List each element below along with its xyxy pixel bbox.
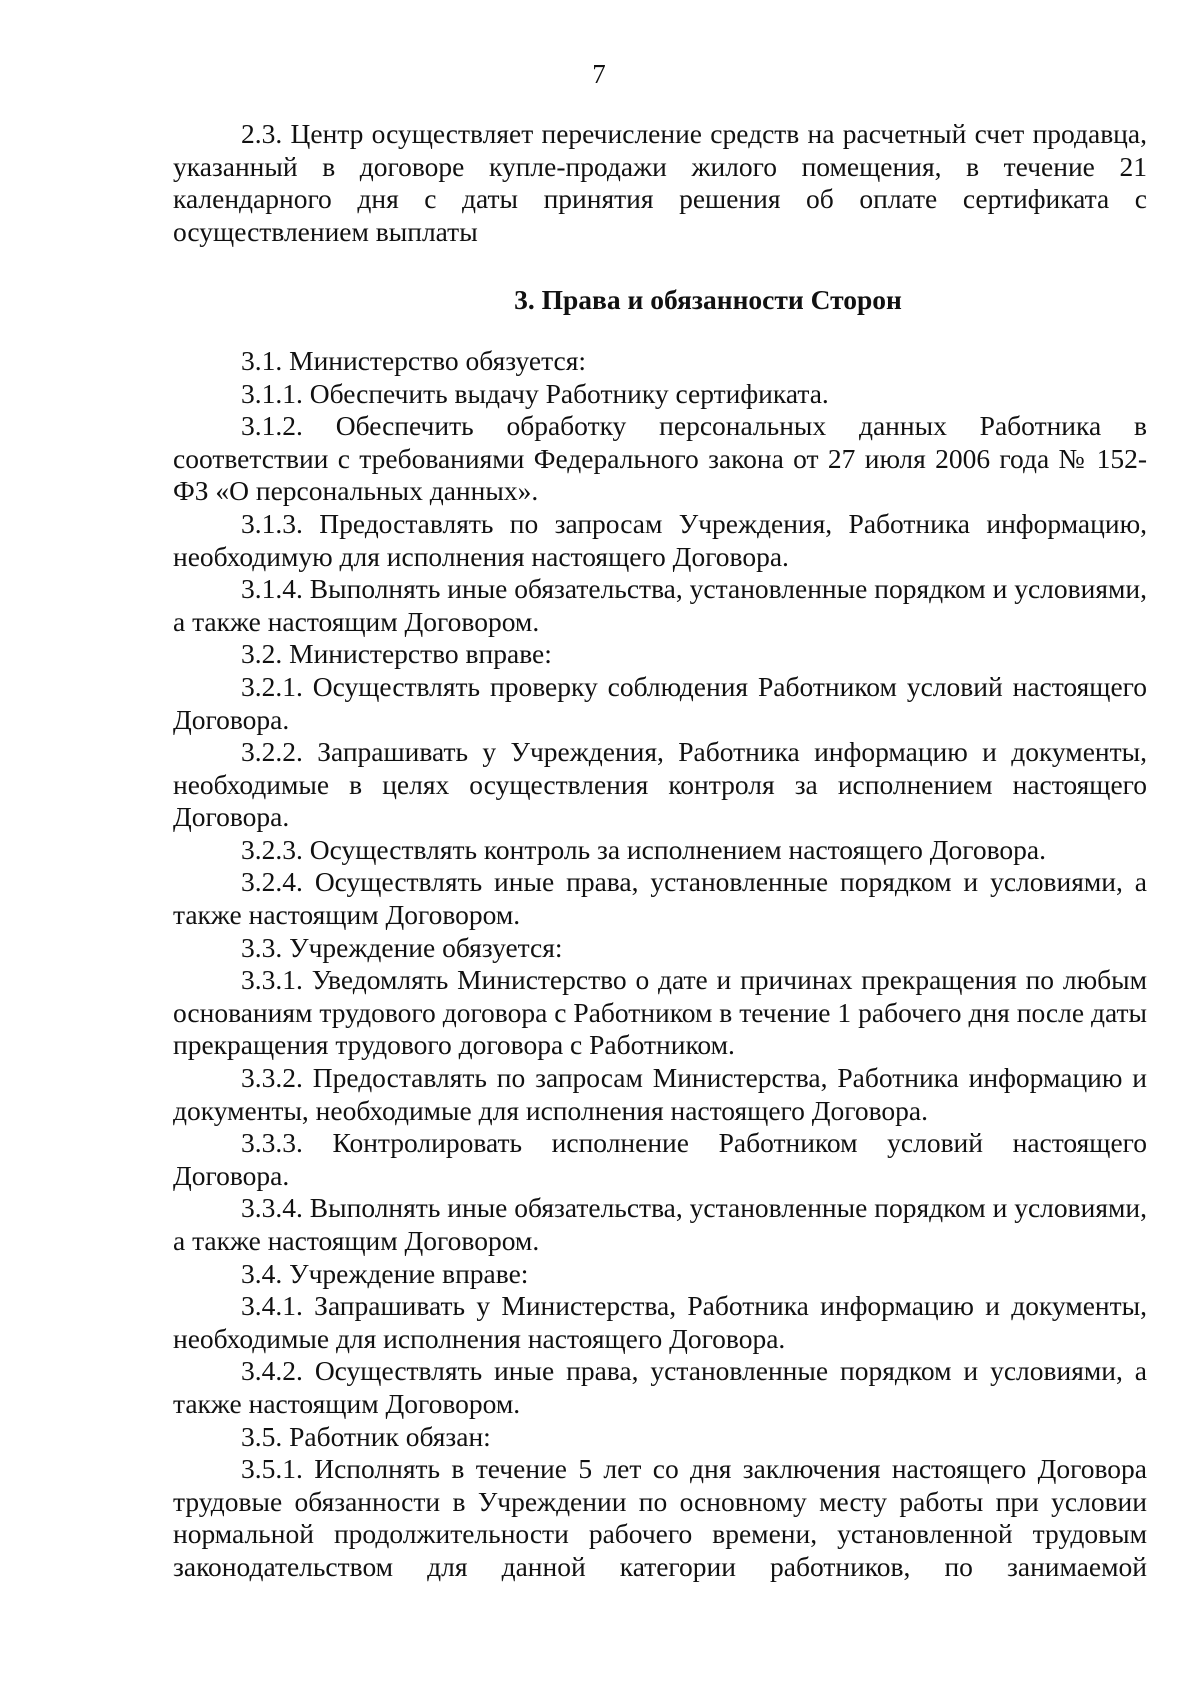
paragraph-3-4: 3.4. Учреждение вправе: (241, 1257, 529, 1289)
paragraph-3-1-4: 3.1.4. Выполнять иные обязательства, установленные порядком и условиями, а также настоящим Договором. (173, 573, 1147, 637)
paragraph-3-2-3: 3.2.3. Осуществлять контроль за исполнением настоящего Договора. (241, 833, 1047, 865)
section-heading: 3. Права и обязанности Сторон (514, 284, 902, 316)
paragraph-3-3-1: 3.3.1. Уведомлять Министерство о дате и причинах прекращения по любым основаниям трудового договора с Работником в течение 1 рабочего дня после даты прекращения трудового договора с Работником. (173, 964, 1147, 1061)
paragraph-3-2-2: 3.2.2. Запрашивать у Учреждения, Работника информацию и документы, необходимые в целях осуществления контроля за исполнением настоящего Договора. (173, 736, 1147, 833)
paragraph-3-1: 3.1. Министерство обязуется: (241, 344, 586, 376)
paragraph-3-3-4: 3.3.4. Выполнять иные обязательства, установленные порядком и условиями, а также настоящим Договором. (173, 1192, 1147, 1256)
paragraph-3-2: 3.2. Министерство вправе: (241, 638, 552, 670)
paragraph-3-2-4: 3.2.4. Осуществлять иные права, установленные порядком и условиями, а также настоящим Договором. (173, 866, 1147, 931)
paragraph-3-5-1: 3.5.1. Исполнять в течение 5 лет со дня заключения настоящего Договора трудовые обязанности в Учреждении по основному месту работы при условии нормальной продолжительности рабочего времени, установленной трудовым законодательством для данной категории работников, по занимаемой (173, 1453, 1147, 1582)
paragraph-3-1-3: 3.1.3. Предоставлять по запросам Учреждения, Работника информацию, необходимую для исполнения настоящего Договора. (173, 507, 1147, 572)
page-number: 7 (592, 59, 606, 89)
paragraph-3-1-1: 3.1.1. Обеспечить выдачу Работнику сертификата. (241, 377, 829, 409)
paragraph-3-3-2: 3.3.2. Предоставлять по запросам Министерства, Работника информацию и документы, необходимые для исполнения настоящего Договора. (173, 1062, 1147, 1126)
paragraph-3-3: 3.3. Учреждение обязуется: (241, 931, 563, 963)
paragraph-2-3: 2.3. Центр осуществляет перечисление средств на расчетный счет продавца, указанный в договоре купле-продажи жилого помещения, в течение 21 календарного дня с даты принятия решения об оплате сертификата с осуществлением выплаты (173, 118, 1147, 247)
document-body (173, 118, 1147, 1584)
paragraph-3-4-2: 3.4.2. Осуществлять иные права, установленные порядком и условиями, а также настоящим Договором. (173, 1355, 1147, 1419)
paragraph-3-5: 3.5. Работник обязан: (241, 1420, 491, 1452)
paragraph-3-4-1: 3.4.1. Запрашивать у Министерства, Работника информацию и документы, необходимые для исполнения настоящего Договора. (173, 1290, 1147, 1354)
paragraph-3-3-3: 3.3.3. Контролировать исполнение Работником условий настоящего Договора. (173, 1127, 1147, 1191)
paragraph-3-2-1: 3.2.1. Осуществлять проверку соблюдения Работником условий настоящего Договора. (173, 670, 1147, 735)
paragraph-3-1-2: 3.1.2. Обеспечить обработку персональных данных Работника в соответствии с требованиями Федерального закона от 27 июля 2006 года № 152-ФЗ «О персональных данных». (173, 410, 1147, 507)
